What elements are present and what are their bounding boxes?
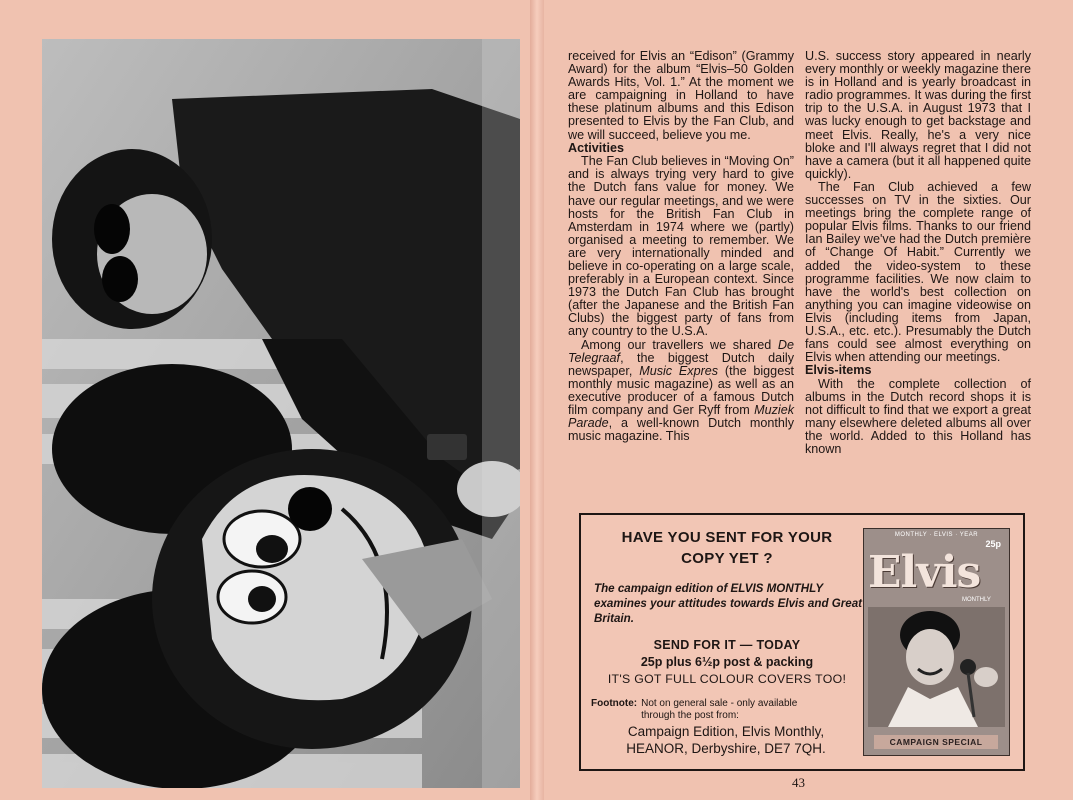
footnote-label: Footnote:	[591, 698, 638, 709]
cover-top-line: MONTHLY · ELVIS · YEAR	[894, 532, 979, 538]
column2-paragraph-3: With the complete collection of albums in the Dutch record shops it is not difficult to find that we export a great many elsewhere deleted albums all over the world. Added to this Holland has known	[805, 376, 1031, 457]
advert-headline-2: COPY YET ?	[681, 550, 773, 567]
advert-address	[601, 723, 851, 757]
photo-illustration	[42, 39, 520, 788]
p3-text-e: (the biggest monthly music magazine) as well as an executive producer of a famous Dutch film company and Ger Ryff from	[568, 363, 794, 418]
address-line-2: HEANOR, Derbyshire, DE7 7QH.	[626, 741, 826, 756]
cover-bottom-banner: CAMPAIGN SPECIAL	[874, 735, 998, 749]
advert-footnote	[591, 698, 797, 722]
cover-logo: Elvis	[868, 547, 981, 598]
book-gutter	[530, 0, 544, 800]
column1-paragraph-1: received for Elvis an “Edison” (Grammy Award) for the album “Elvis–50 Golden Awards Hits, Vol. 1.” At the moment we are campaigning in Holland to have these platinum albums and this Edison presented to Elvis by the Fan Club, and we will succeed, believe you me.	[568, 49, 794, 142]
column1-paragraph-3	[568, 339, 794, 444]
p3-text-a: Among our travellers we shared	[581, 337, 778, 352]
advert-send: SEND FOR IT — TODAY	[653, 638, 801, 652]
footnote-line-2: through the post from:	[641, 710, 739, 721]
p3-title-music-expres: Music Expres	[639, 363, 719, 378]
photo-fan-with-mickey-mouse	[42, 39, 520, 788]
advert-lead: The campaign edition of ELVIS MONTHLY examines your attitudes towards Elvis and Great Britain.	[594, 582, 863, 625]
column2-paragraph-2: The Fan Club achieved a few successes on TV in the sixties. Our meetings bring the complete range of popular Elvis films. Thanks to our friend Ian Bailey we've had the Dutch première of “Change Of Habit.” Currently we added the video-system to these programme facilities. We now claim to have the world's best collection on anything you can imagine videowise on Elvis (including items from Japan, U.S.A., etc. etc.). Presumably the Dutch fans could see almost everything on Elvis when attending our meetings.	[805, 179, 1031, 365]
page-number: 43	[792, 775, 805, 790]
magazine-cover	[863, 528, 1010, 756]
address-line-1: Campaign Edition, Elvis Monthly,	[627, 724, 825, 739]
heading-elvis-items: Elvis-items	[805, 363, 872, 378]
cover-photo-singer	[868, 607, 1005, 727]
p3-text-g: , a well-known Dutch monthly music magazine. This	[568, 416, 794, 444]
advert-box	[579, 513, 1025, 771]
p3-title-telegraaf: De Telegraaf	[568, 337, 794, 365]
text-column-2	[805, 50, 1031, 456]
advert-price: 25p plus 6½p post & packing	[640, 655, 814, 669]
p3-text-c: , the biggest Dutch daily newspaper,	[568, 350, 794, 378]
p3-title-muziek-parade: Muziek Parade	[568, 403, 794, 431]
heading-activities: Activities	[568, 140, 624, 155]
advert-headline-1: HAVE YOU SENT FOR YOUR	[621, 529, 833, 546]
footnote-line-1: Not on general sale - only available	[641, 698, 798, 709]
cover-monthly: MONTHLY	[962, 597, 991, 603]
advert-colour: IT'S GOT FULL COLOUR COVERS TOO!	[607, 672, 847, 686]
column2-paragraph-1: U.S. success story appeared in nearly every monthly or weekly magazine there is in Holland and is yearly broadcast in radio programmes. It was during the first trip to the U.S.A. in August 1973 that I was lucky enough to get backstage and meet Elvis. Really, he's a very nice bloke and I'll always regret that I did not have a camera (but it all happened quite quickly).	[805, 49, 1031, 181]
column1-paragraph-2: The Fan Club believes in “Moving On” and is always trying very hard to give the Dutch fans value for money. We have our regular meetings, and we were hosts for the British Fan Club in Amsterdam in 1974 where we (partly) organised a meeting to remember. We are very internationally minded and believe in co-operating on a large scale, preferably in a European context. Since 1973 the Dutch Fan Club has brought (after the Japanese and the British Fan Clubs) the biggest party of fans from any country to the U.S.A.	[568, 154, 794, 339]
advert-text	[591, 527, 863, 686]
cover-price: 25p	[985, 539, 1001, 549]
text-column-1	[568, 50, 794, 443]
